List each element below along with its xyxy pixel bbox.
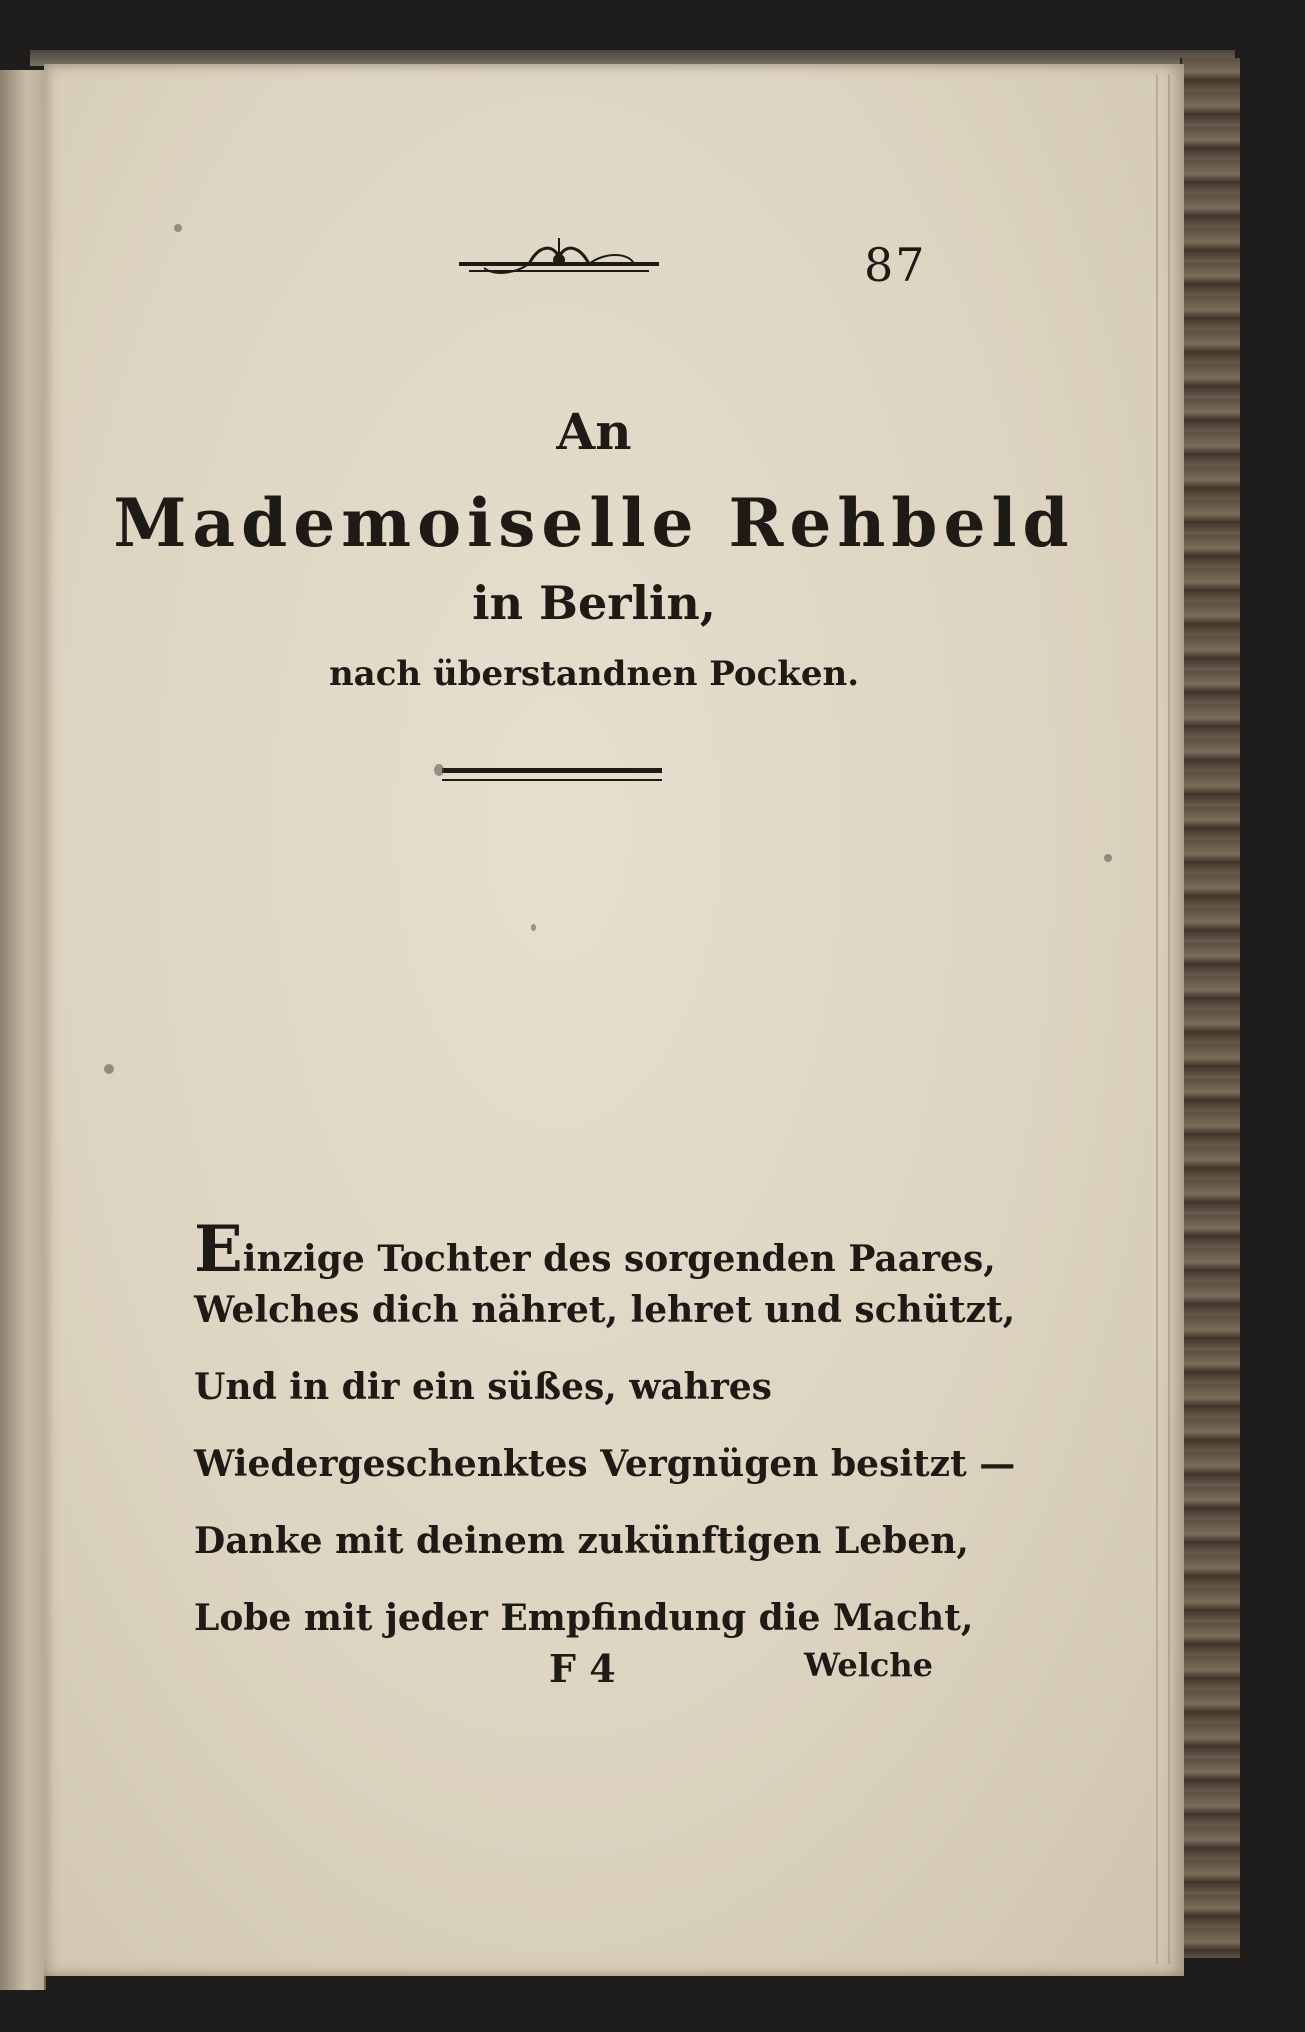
paper-speck xyxy=(434,764,444,776)
catchword: Welche xyxy=(804,1646,933,1684)
poem-line: Und in dir ein süßes, wahres xyxy=(194,1366,772,1408)
poem-line: Wiedergeschenktes Vergnügen besitzt — xyxy=(194,1443,1016,1485)
title-rule-thick xyxy=(442,768,662,773)
poem-stanza xyxy=(194,1212,1015,1674)
poem-line: Einzige Tochter des sorgenden Paares, xyxy=(194,1212,996,1287)
title-rule-thin xyxy=(442,779,662,781)
poem-title-line-2: Mademoiselle Rehbeld xyxy=(113,484,1075,562)
head-ornament xyxy=(459,234,659,298)
poem-line: Danke mit deinem zukünftigen Leben, xyxy=(194,1520,969,1562)
book-page xyxy=(44,64,1184,1976)
poem-line: Welches dich nähret, lehret und schützt, xyxy=(194,1289,1016,1331)
paper-speck xyxy=(531,924,536,931)
paper-speck xyxy=(174,224,182,232)
poem-title-line-3: in Berlin, xyxy=(472,576,716,630)
paper-speck xyxy=(1104,854,1112,862)
poem-title-line-1: An xyxy=(556,402,632,461)
poem-line: Lobe mit jeder Empfindung die Macht, xyxy=(194,1597,974,1639)
signature-mark: F 4 xyxy=(549,1646,616,1691)
poem-subtitle: nach überstandnen Pocken. xyxy=(328,654,860,694)
page-number: 87 xyxy=(864,238,927,292)
facing-page-edge xyxy=(0,70,46,1990)
page-stack-edge xyxy=(1156,74,1170,1964)
book-cover-side-edge xyxy=(1180,58,1240,1958)
paper-speck xyxy=(104,1064,114,1074)
